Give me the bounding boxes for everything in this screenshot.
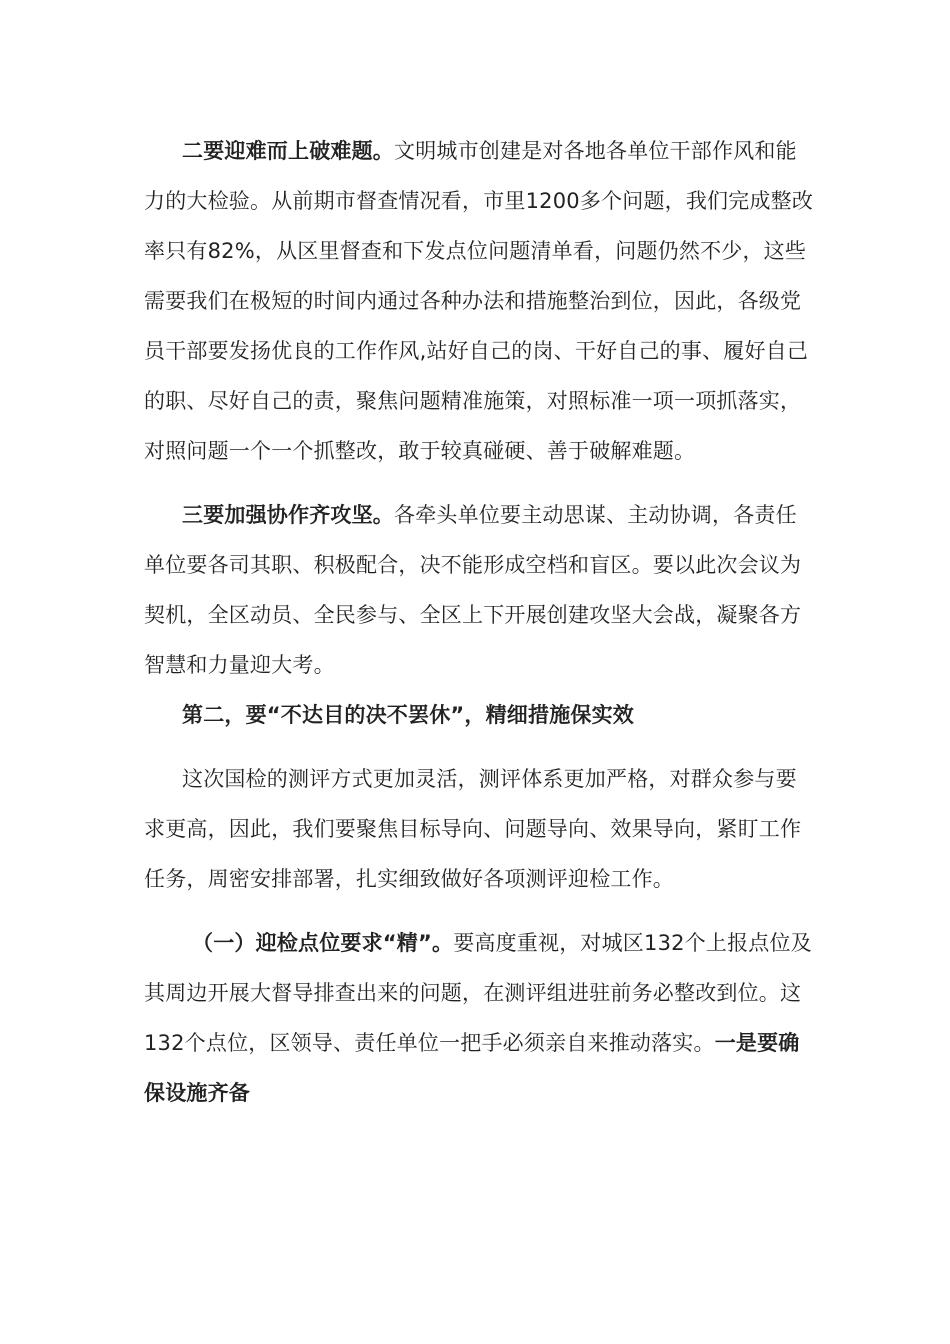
section-heading: 第二，要“不达目的决不罢休”，精细措施保实效 (182, 703, 635, 727)
paragraph-lead: 三要加强协作齐攻坚。 (182, 503, 394, 527)
paragraph-text: 这次国检的测评方式更加灵活，测评体系更加严格，对群众参与要求更高，因此，我们要聚焦目标导向、问题导向、效果导向，紧盯工作任务，周密安排部署，扎实细致做好各项测评迎检工作。 (144, 767, 802, 891)
paragraph-difficulties (144, 126, 814, 476)
paragraph-text: 要高度重视，对城区132个上报点位及其周边开展大督导排查出来的问题，在测评组进驻前务必整改到位。这132个点位，区领导、责任单位一把手必须亲自来推动落实。 (144, 931, 812, 1055)
paragraph-lead: （一）迎检点位要求“精”。 (192, 931, 454, 955)
paragraph-cooperation (144, 490, 814, 690)
paragraph-tail: 一是要确保设施齐备 (144, 1031, 800, 1105)
paragraph-checkpoints (144, 918, 814, 1118)
paragraph-inspection (144, 754, 814, 904)
document-body (144, 126, 814, 1118)
paragraph-text: 文明城市创建是对各地各单位干部作风和能力的大检验。从前期市督查情况看，市里1200多个问题，我们完成整改率只有82%，从区里督查和下发点位问题清单看，问题仍然不少，这些需要我们在极短的时间内通过各种办法和措施整治到位，因此，各级党员干部要发扬优良的工作作风,站好自己的岗、干好自己的事、履好自己的职、尽好自己的责，聚焦问题精准施策，对照标准一项一项抓落实，对照问题一个一个抓整改，敢于较真碰硬、善于破解难题。 (144, 139, 814, 463)
paragraph-text: 各牵头单位要主动思谋、主动协调，各责任单位要各司其职、积极配合，决不能形成空档和盲区。要以此次会议为契机，全区动员、全民参与、全区上下开展创建攻坚大会战，凝聚各方智慧和力量迎大考。 (144, 503, 802, 677)
paragraph-lead: 二要迎难而上破难题。 (182, 139, 394, 163)
